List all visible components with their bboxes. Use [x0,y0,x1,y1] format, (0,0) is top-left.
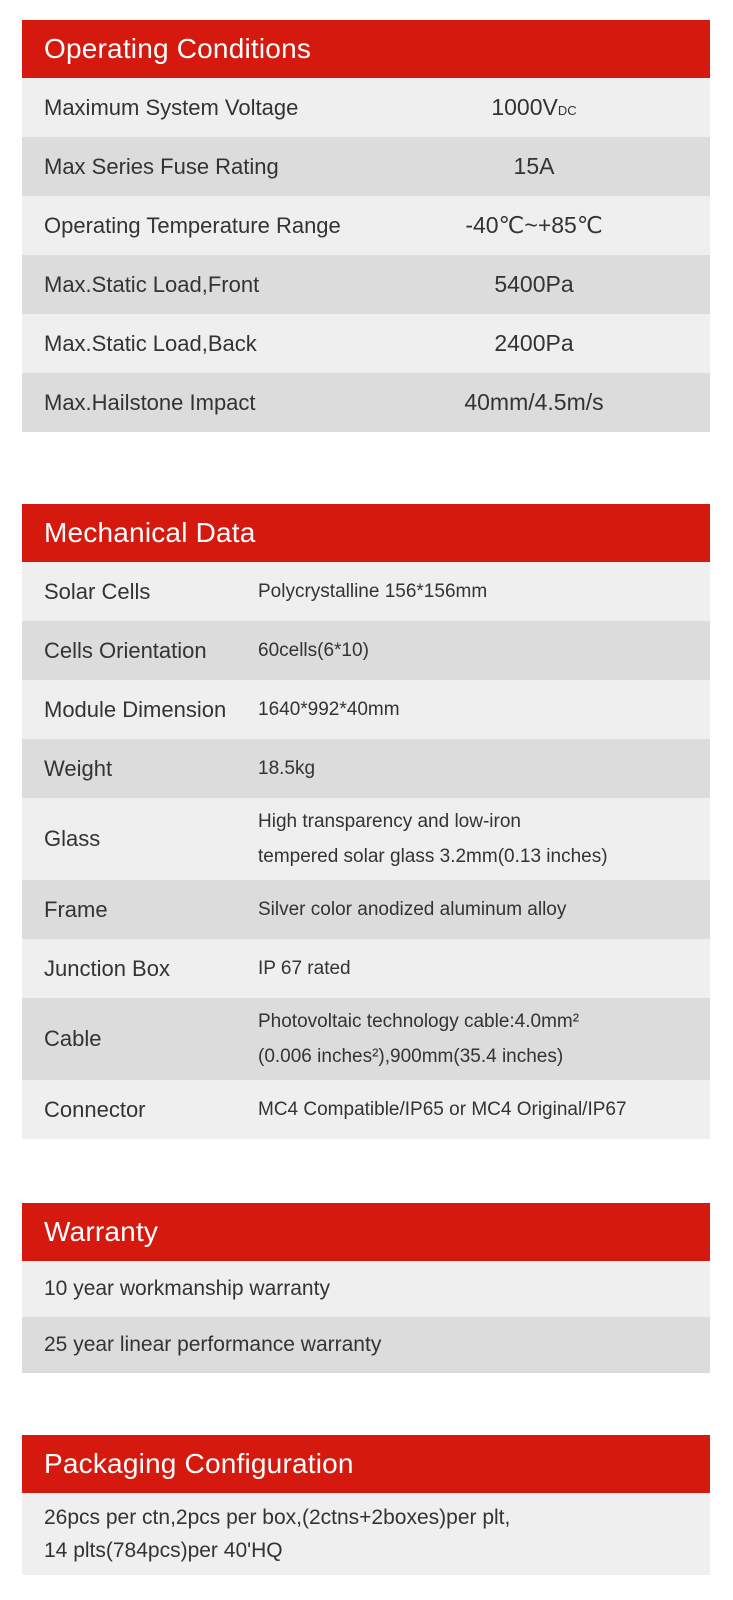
row-label: Junction Box [44,955,170,981]
mechanical-data-section [22,504,710,1139]
table-row [22,798,710,880]
row-label: Max.Hailstone Impact [44,389,256,415]
row-label: Frame [44,896,108,922]
list-item: 10 year workmanship warranty [22,1261,710,1317]
row-value [258,892,710,927]
table-row [22,373,710,432]
packaging-line: 14 plts(784pcs)per 40'HQ [44,1539,283,1562]
packaging-details [22,1493,710,1575]
row-label: Weight [44,755,113,781]
mechanical-data-header: Mechanical Data [22,504,710,562]
value-line: 1640*992*40mm [258,699,400,720]
row-label: Operating Temperature Range [44,212,341,238]
row-value: 40mm/4.5m/s [464,389,604,415]
row-label: Maximum System Voltage [44,94,299,120]
table-row [22,739,710,798]
row-label: Max.Static Load,Front [44,271,260,297]
row-label: Solar Cells [44,578,151,604]
value-line: 60cells(6*10) [258,640,369,661]
value-line: MC4 Compatible/IP65 or MC4 Original/IP67 [258,1099,627,1120]
table-row [22,137,710,196]
row-label: Connector [44,1096,146,1122]
row-value [258,1092,710,1127]
table-row [22,562,710,621]
row-value [258,951,710,986]
table-row [22,998,710,1080]
table-row [22,78,710,137]
row-label: Module Dimension [44,696,227,722]
row-label: Cable [44,1026,102,1051]
value-line: 18.5kg [258,758,316,779]
value-subscript: DC [557,103,577,118]
table-row [22,255,710,314]
row-value: 2400Pa [494,330,574,356]
value-line: High transparency and low-iron [258,811,521,832]
row-label: Max Series Fuse Rating [44,153,279,179]
row-label: Max.Static Load,Back [44,330,257,356]
row-label: Glass [44,826,101,851]
row-value [258,692,710,727]
table-row [22,1080,710,1139]
list-item: 25 year linear performance warranty [22,1317,710,1373]
row-value [258,804,710,874]
value-line: Photovoltaic technology cable:4.0mm² [258,1011,580,1032]
row-value [258,633,710,668]
value-line: Silver color anodized aluminum alloy [258,899,567,920]
row-value: 5400Pa [494,271,574,297]
value-text: 1000V [491,94,558,120]
row-value [258,751,710,786]
value-line: Polycrystalline 156*156mm [258,581,488,602]
row-value [258,1004,710,1074]
table-row [22,621,710,680]
warranty-section [22,1203,710,1373]
operating-conditions-section [22,20,710,432]
packaging-configuration-header: Packaging Configuration [22,1435,710,1493]
row-value [258,574,710,609]
operating-conditions-header: Operating Conditions [22,20,710,78]
packaging-line: 26pcs per ctn,2pcs per box,(2ctns+2boxes)per plt, [44,1506,511,1529]
row-value [420,94,710,121]
table-row [22,680,710,739]
table-row [22,196,710,255]
table-row [22,939,710,998]
packaging-configuration-section [22,1435,710,1575]
table-row [22,314,710,373]
value-line: IP 67 rated [258,958,351,979]
row-label: Cells Orientation [44,637,207,663]
value-line: tempered solar glass 3.2mm(0.13 inches) [258,846,608,867]
value-line: (0.006 inches²),900mm(35.4 inches) [258,1046,564,1067]
row-value: 15A [513,153,555,179]
row-value: -40℃~+85℃ [465,212,603,238]
table-row [22,880,710,939]
warranty-header: Warranty [22,1203,710,1261]
